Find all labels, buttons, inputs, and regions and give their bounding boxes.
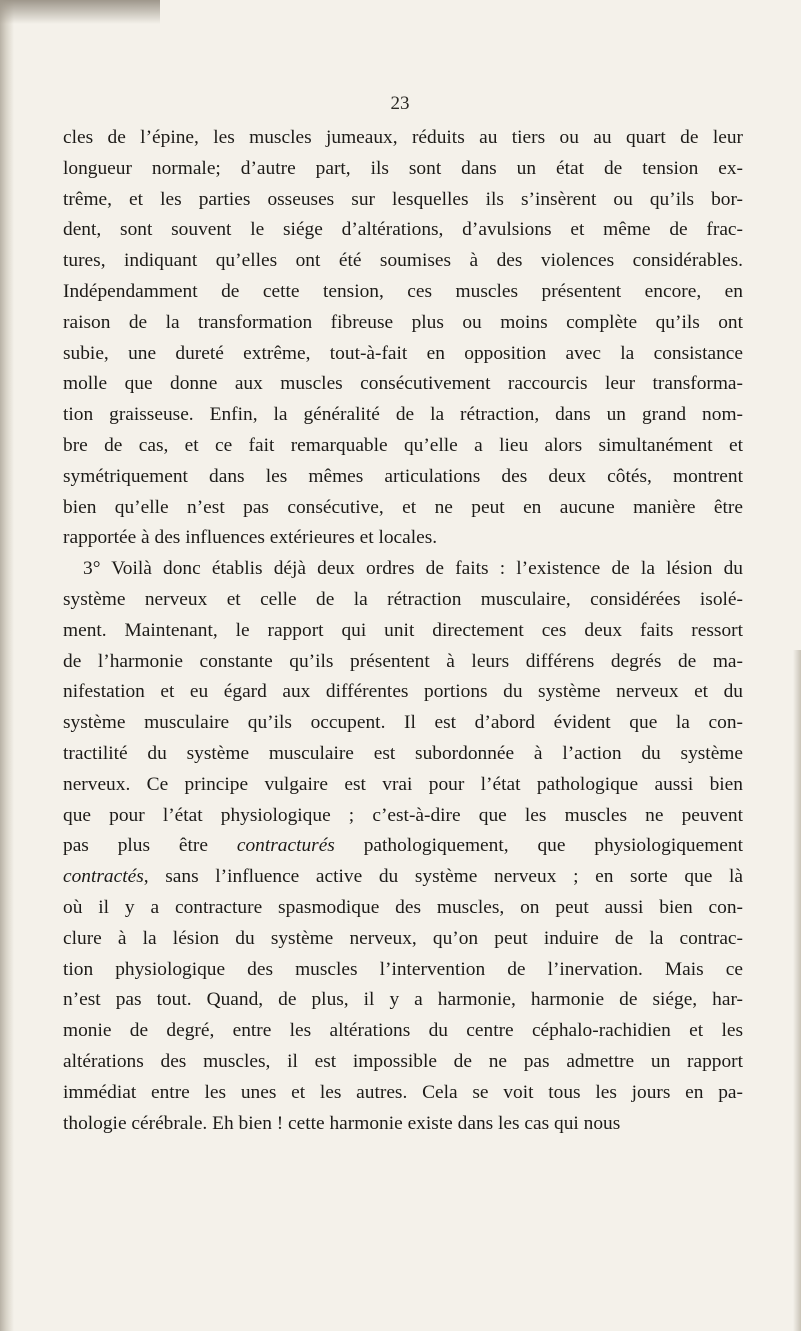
text-line-with-italic: [63, 862, 743, 893]
scan-shadow-right: [793, 650, 801, 1331]
text-segment: pathologiquement, que physiologiquement: [334, 835, 743, 857]
text-line: système nerveux et celle de la rétraction musculaire, considérées isolé-: [63, 588, 743, 610]
body-text: [63, 123, 743, 1139]
text-line: bre de cas, et ce fait remarquable qu’elle a lieu alors simultanément et: [63, 434, 743, 456]
text-line: nerveux. Ce principe vulgaire est vrai pour l’état pathologique aussi bien: [63, 773, 743, 795]
italic-term: contractés: [63, 866, 144, 888]
text-segment: , sans l’influence active du système nerveux ; en sorte que là: [143, 866, 743, 888]
text-line: tion graisseuse. Enfin, la généralité de la rétraction, dans un grand nom-: [63, 404, 743, 426]
text-line: système musculaire qu’ils occupent. Il est d’abord évident que la con-: [63, 712, 743, 734]
text-line: subie, une dureté extrême, tout-à-fait en opposition avec la consistance: [63, 342, 743, 364]
italic-term: contracturés: [236, 835, 335, 857]
text-line: symétriquement dans les mêmes articulations des deux côtés, montrent: [63, 465, 743, 487]
text-line: Indépendamment de cette tension, ces muscles présentent encore, en: [63, 280, 743, 302]
text-line: nifestation et eu égard aux différentes portions du système nerveux et du: [63, 681, 743, 703]
text-line: thologie cérébrale. Eh bien ! cette harmonie existe dans les cas qui nous: [63, 1112, 621, 1134]
text-line: altérations des muscles, il est impossible de ne pas admettre un rapport: [63, 1050, 743, 1072]
text-line: monie de degré, entre les altérations du centre céphalo-rachidien et les: [63, 1020, 743, 1042]
text-line: trême, et les parties osseuses sur lesquelles ils s’insèrent ou qu’ils bor-: [63, 188, 743, 210]
text-line: tion physiologique des muscles l’intervention de l’inervation. Mais ce: [63, 958, 743, 980]
text-line: raison de la transformation fibreuse plus ou moins complète qu’ils ont: [63, 311, 743, 333]
binding-shadow-left: [0, 0, 14, 1331]
text-line: de l’harmonie constante qu’ils présentent à leurs différens degrés de ma-: [63, 650, 743, 672]
text-line-with-italic: [63, 831, 743, 862]
text-line: où il y a contracture spasmodique des muscles, on peut aussi bien con-: [63, 896, 743, 918]
text-line: tractilité du système musculaire est subordonnée à l’action du système: [63, 742, 743, 764]
text-line: tures, indiquant qu’elles ont été soumises à des violences considérables.: [63, 250, 743, 272]
text-line: n’est pas tout. Quand, de plus, il y a harmonie, harmonie de siége, har-: [63, 989, 743, 1011]
text-line: que pour l’état physiologique ; c’est-à-dire que les muscles ne peuvent: [63, 804, 743, 826]
text-line: bien qu’elle n’est pas consécutive, et ne peut en aucune manière être: [63, 496, 743, 518]
text-line: longueur normale; d’autre part, ils sont dans un état de tension ex-: [63, 157, 743, 179]
text-line: ment. Maintenant, le rapport qui unit directement ces deux faits ressort: [63, 619, 743, 641]
text-line: cles de l’épine, les muscles jumeaux, réduits au tiers ou au quart de leur: [63, 127, 743, 148]
text-segment: pas plus être: [63, 835, 237, 857]
text-line: immédiat entre les unes et les autres. Cela se voit tous les jours en pa-: [63, 1081, 743, 1103]
text-line: rapportée à des influences extérieures et locales.: [63, 527, 438, 549]
page-number: 23: [390, 93, 410, 114]
scan-shadow-top: [0, 0, 160, 24]
text-line: 3° Voilà donc établis déjà deux ordres de faits : l’existence de la lésion du: [83, 558, 743, 580]
text-line: molle que donne aux muscles consécutivement raccourcis leur transforma-: [63, 373, 743, 395]
text-line: clure à la lésion du système nerveux, qu’on peut induire de la contrac-: [63, 927, 743, 949]
text-line: dent, sont souvent le siége d’altérations, d’avulsions et même de frac-: [63, 219, 743, 241]
